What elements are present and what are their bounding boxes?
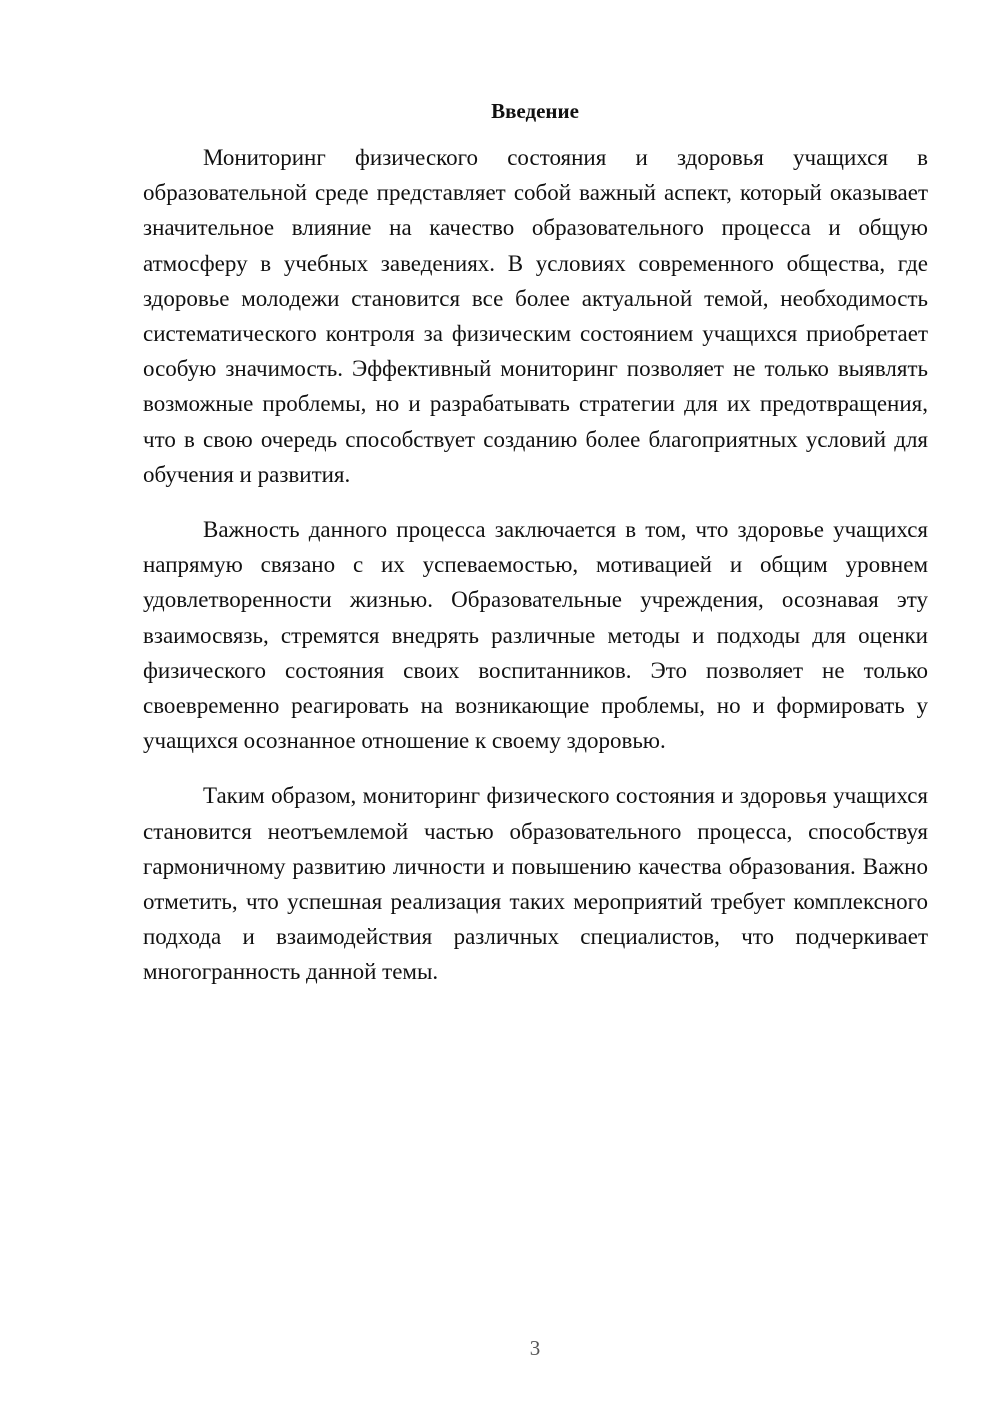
page-number: 3 xyxy=(529,1336,541,1360)
paragraph-3: Таким образом, мониторинг физического состояния и здоровья учащихся становится неотъемлемой частью образовательного процесса, способствуя гармоничному развитию личности и повышению качества образования. Важно отметить, что успешная реализация таких мероприятий требует комплексного подхода и взаимодействия различных специалистов, что подчеркивает многогранность данной темы. xyxy=(143,783,928,985)
section-title: Введение xyxy=(491,99,579,123)
body-text xyxy=(143,140,928,1010)
paragraph-2: Важность данного процесса заключается в том, что здоровье учащихся напрямую связано с их успеваемостью, мотивацией и общим уровнем удовлетворенности жизнью. Образовательные учреждения, осознавая эту взаимосвязь, стремятся внедрять различные методы и подходы для оценки физического состояния своих воспитанников. Это позволяет не только своевременно реагировать на возникающие проблемы, но и формировать у учащихся осознанное отношение к своему здоровью. xyxy=(143,517,928,754)
paragraph-1: Мониторинг физического состояния и здоровья учащихся в образовательной среде представляет собой важный аспект, который оказывает значительное влияние на качество образовательного процесса и общую атмосферу в учебных заведениях. В условиях современного общества, где здоровье молодежи становится все более актуальной темой, необходимость систематического контроля за физическим состоянием учащихся приобретает особую значимость. Эффективный мониторинг позволяет не только выявлять возможные проблемы, но и разрабатывать стратегии для их предотвращения, что в свою очередь способствует созданию более благоприятных условий для обучения и развития. xyxy=(143,145,928,487)
